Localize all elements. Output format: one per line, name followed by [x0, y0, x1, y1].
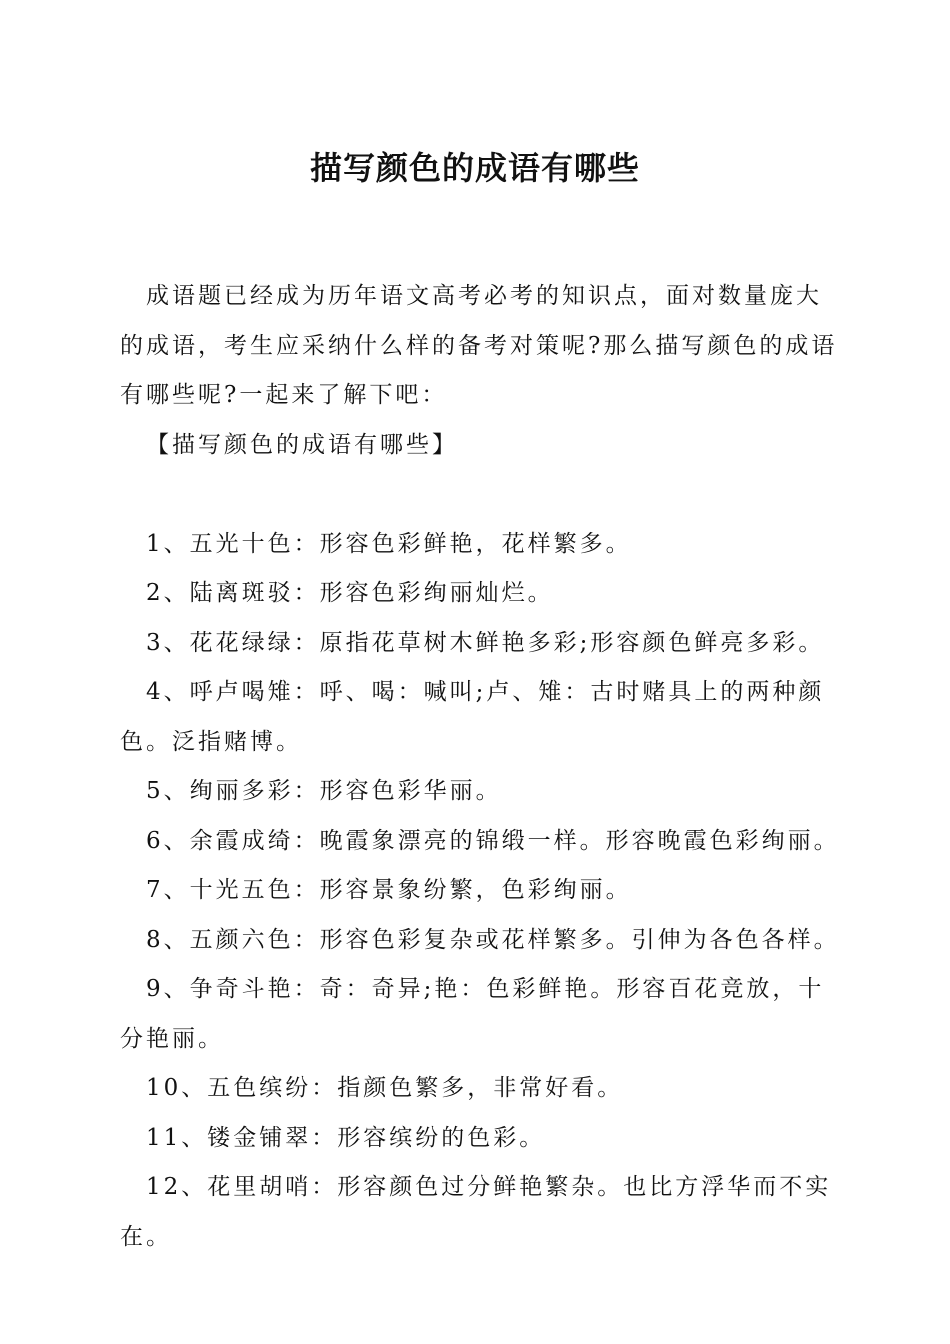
list-item: 1、五光十色：形容色彩鲜艳，花样繁多。	[146, 530, 632, 557]
list-item: 10、五色缤纷：指颜色繁多，非常好看。	[146, 1075, 624, 1101]
list-item: 7、十光五色：形容景象纷繁，色彩绚丽。	[146, 877, 632, 903]
section-heading: 【描写颜色的成语有哪些】	[146, 431, 458, 458]
list-item: 4、呼卢喝雉：呼、喝：喊叫;卢、雉：古时赌具上的两种颜色。泛指赌博。	[120, 679, 825, 755]
list-item: 3、花花绿绿：原指花草树木鲜艳多彩;形容颜色鲜亮多彩。	[146, 629, 825, 656]
list-item: 9、争奇斗艳：奇：奇异;艳：色彩鲜艳。形容百花竞放，十分艳丽。	[120, 976, 825, 1052]
blank-line	[120, 470, 842, 520]
idiom-list	[120, 520, 842, 1263]
list-item: 12、花里胡哨：形容颜色过分鲜艳繁杂。也比方浮华而不实在。	[120, 1174, 832, 1250]
document-body	[120, 272, 842, 1262]
list-item: 5、绚丽多彩：形容色彩华丽。	[146, 778, 502, 804]
page-title: 描写颜色的成语有哪些	[309, 149, 640, 187]
list-item: 6、余霞成绮：晚霞象漂亮的锦缎一样。形容晚霞色彩绚丽。	[146, 827, 840, 854]
list-item: 8、五颜六色：形容色彩复杂或花样繁多。引伸为各色各样。	[146, 926, 840, 953]
intro-paragraph: 成语题已经成为历年语文高考必考的知识点，面对数量庞大的成语，考生应采纳什么样的备考对策呢?那么描写颜色的成语有哪些呢?一起来了解下吧：	[120, 283, 838, 408]
list-item: 11、镂金铺翠：形容缤纷的色彩。	[146, 1124, 546, 1151]
list-item: 2、陆离斑驳：形容色彩绚丽灿烂。	[146, 580, 554, 606]
